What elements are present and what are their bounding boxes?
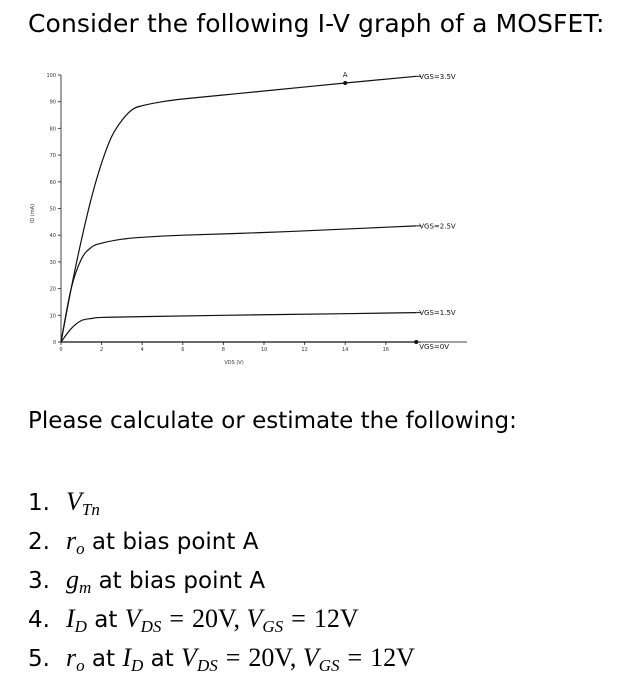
question-text: at bias point A [84, 529, 259, 555]
math-value: 20V, [248, 643, 303, 672]
series-line-vgs-2-5v [61, 226, 416, 342]
x-tick-label: 0 [59, 347, 63, 353]
math-symbol: V [181, 643, 197, 672]
question-text: at [84, 646, 123, 672]
math-subscript: o [76, 656, 85, 675]
math-subscript: m [79, 578, 92, 597]
x-tick-label: 16 [382, 347, 389, 353]
math-symbol: g [66, 565, 79, 594]
question-text: at [143, 646, 182, 672]
math-subscript: GS [262, 617, 284, 636]
bias-point-a-label: A [342, 71, 348, 80]
equals-sign: = [291, 604, 306, 633]
series-label: VGS=1.5V [419, 309, 456, 318]
question-item [28, 560, 415, 599]
y-tick-label: 50 [49, 206, 56, 213]
x-tick-label: 12 [301, 347, 308, 353]
math-symbol: V [124, 604, 141, 633]
x-tick-label: 10 [260, 347, 268, 353]
math-subscript: o [76, 539, 85, 558]
question-text: at [86, 607, 125, 633]
question-item [28, 599, 415, 638]
vgs-0v-end-marker [414, 340, 418, 344]
equals-sign: = [169, 604, 185, 633]
y-tick-label: 0 [52, 340, 56, 346]
math-symbol: I [66, 604, 75, 633]
math-subscript: DS [140, 617, 162, 636]
series-label: VGS=3.5V [419, 72, 456, 81]
math-symbol: r [66, 526, 77, 555]
y-tick-label: 40 [49, 233, 56, 240]
y-tick-label: 20 [49, 286, 56, 293]
series-label: VGS=2.5V [419, 222, 456, 231]
series-label: VGS=0V [419, 343, 450, 351]
iv-chart [0, 62, 617, 382]
equals-sign: = [347, 643, 363, 672]
question-item [28, 521, 415, 560]
math-symbol: I [122, 643, 132, 672]
question-number: 1. [28, 490, 50, 516]
y-tick-label: 90 [49, 99, 56, 106]
math-symbol: r [66, 643, 77, 672]
question-number: 5. [28, 646, 50, 672]
math-subscript: D [74, 617, 87, 636]
y-axis-label: ID (mA) [30, 203, 36, 224]
math-subscript: Tn [81, 500, 100, 519]
series-line-vgs-1-5v [61, 313, 416, 342]
question-text: at bias point A [91, 568, 266, 594]
x-axis-label: VDS (V) [224, 360, 244, 366]
y-tick-label: 80 [49, 126, 56, 133]
question-item [28, 638, 415, 677]
x-tick-label: 4 [140, 347, 144, 353]
y-tick-label: 30 [49, 259, 56, 266]
question-number: 2. [28, 529, 50, 555]
bias-point-a-marker [343, 81, 347, 85]
x-tick-label: 2 [100, 347, 104, 353]
math-value: 12V [313, 604, 359, 633]
x-tick-label: 6 [181, 347, 185, 353]
series-line-vgs-3-5v [61, 76, 416, 342]
equals-sign: = [225, 643, 241, 672]
question-list [28, 482, 415, 677]
question-item [28, 482, 415, 521]
y-tick-label: 100 [46, 73, 56, 79]
math-symbol: V [302, 643, 319, 672]
y-tick-label: 70 [49, 153, 56, 160]
math-symbol: V [66, 487, 82, 516]
math-subscript: GS [318, 656, 340, 675]
y-tick-label: 10 [49, 313, 56, 320]
x-tick-label: 8 [221, 347, 225, 353]
math-value: 20V, [192, 604, 247, 633]
question-number: 3. [28, 568, 50, 594]
math-subscript: DS [196, 656, 218, 675]
math-symbol: V [246, 604, 263, 633]
y-tick-label: 60 [49, 179, 56, 186]
math-value: 12V [370, 643, 415, 672]
question-number: 4. [28, 607, 50, 633]
math-subscript: D [131, 656, 144, 675]
prompt-text: Please calculate or estimate the following: [28, 408, 517, 434]
page-title: Consider the following I-V graph of a MOSFET: [28, 9, 605, 38]
x-tick-label: 14 [342, 347, 349, 353]
